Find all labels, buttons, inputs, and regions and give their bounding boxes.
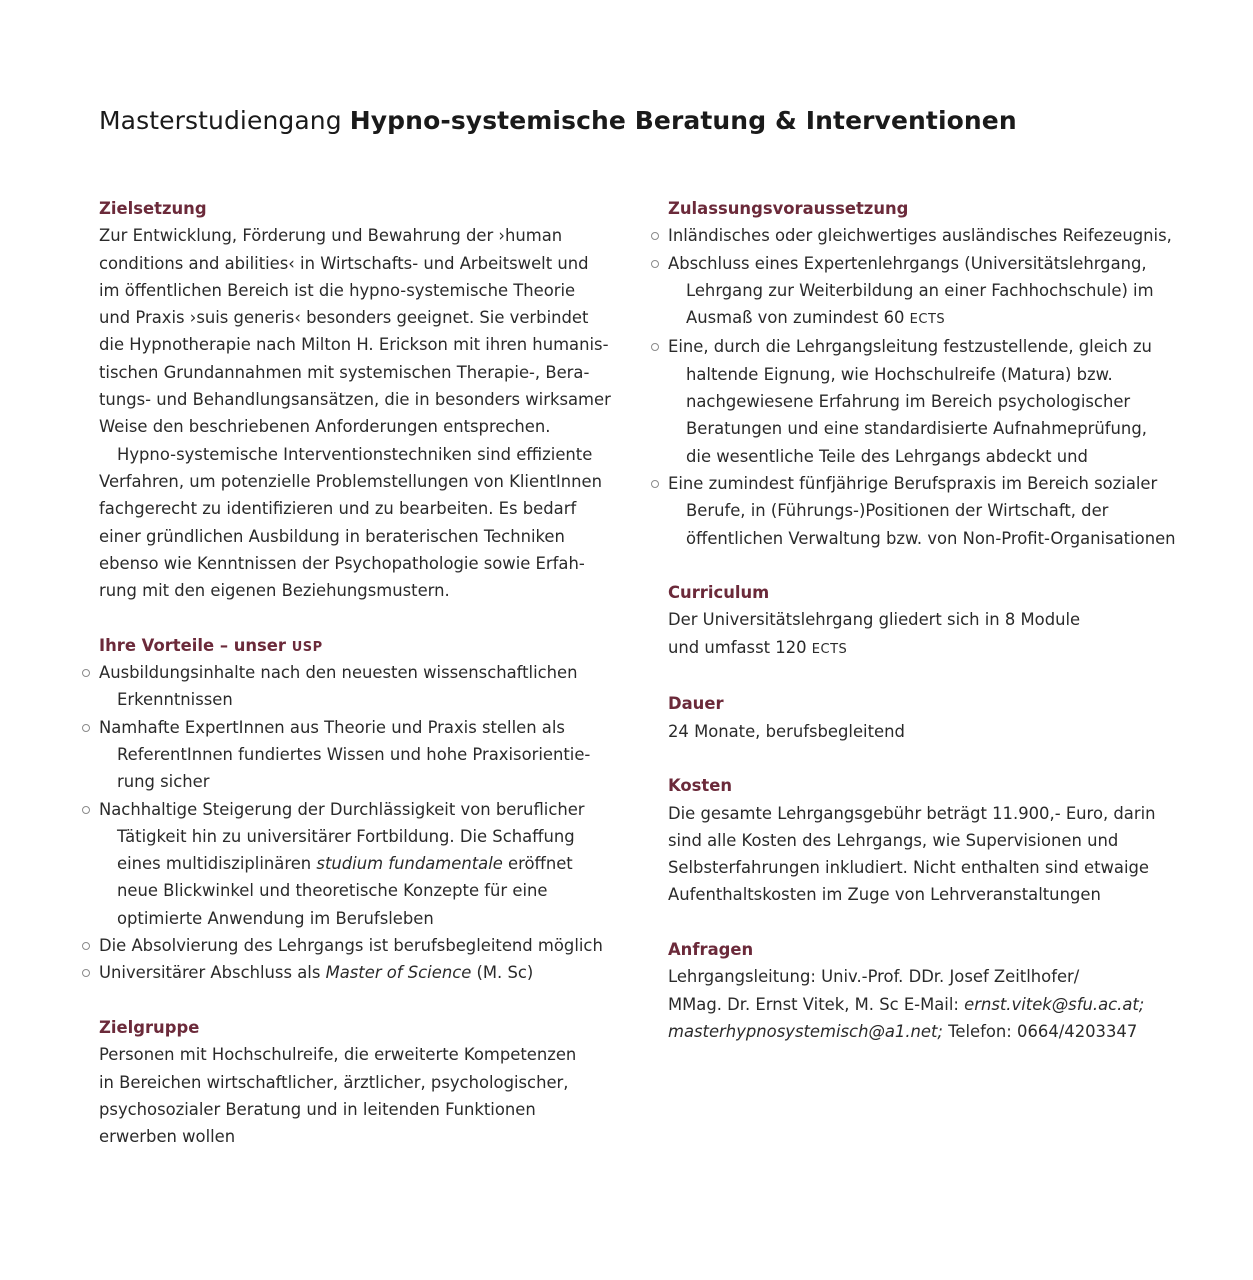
list-item (99, 659, 589, 714)
section-zielsetzung (99, 195, 611, 604)
section-curriculum (668, 579, 1188, 663)
text-line: nachgewiesene Erfahrung im Bereich psychologischer (686, 392, 1131, 412)
text-line: ReferentInnen fundiertes Wissen und hohe Praxisorientie- (117, 744, 591, 764)
heading-text: Ihre Vorteile – unser (99, 635, 292, 655)
text-line: die Hypnotherapie nach Milton H. Erickson mit ihren humanis- (99, 335, 609, 355)
text-line: Die gesamte Lehrgangsgebühr beträgt 11.900,- Euro, darin (668, 803, 1156, 823)
section-heading (99, 632, 589, 659)
text-line: fachgerecht zu identifizieren und zu bearbeiten. Es bedarf (99, 499, 577, 519)
text-line: sind alle Kosten des Lehrgangs, wie Supervisionen und (668, 830, 1119, 850)
email-link[interactable]: ernst.vitek@sfu.ac.at; (964, 994, 1145, 1014)
list-item (99, 714, 589, 796)
text-line: die wesentliche Teile des Lehrgangs abdeckt und (686, 446, 1088, 466)
text-line: Beratungen und eine standardisierte Aufnahmeprüfung, (686, 419, 1147, 439)
text-emphasis: Master of Science (325, 963, 472, 983)
text-line: Nachhaltige Steigerung der Durchlässigkeit von beruflicher (99, 799, 585, 819)
bullet-circle-icon (82, 669, 90, 677)
paragraph (99, 222, 611, 440)
section-heading: Kosten (668, 776, 733, 796)
vorteile-list (99, 659, 603, 987)
text-line: Personen mit Hochschulreife, die erweiterte Kompetenzen (99, 1045, 577, 1065)
text-segment: eines multidisziplinären (117, 854, 317, 874)
bullet-circle-icon (82, 724, 90, 732)
text-emphasis: studium fundamentale (316, 854, 503, 874)
text-line: psychosozialer Beratung und in leitenden Funktionen (99, 1099, 536, 1119)
bullet-circle-icon (82, 969, 90, 977)
text-line: im öffentlichen Bereich ist die hypno-systemische Theorie (99, 280, 576, 300)
bullet-circle-icon (651, 260, 659, 268)
text-line: Zur Entwicklung, Förderung und Bewahrung der ›human (99, 226, 563, 246)
list-item (99, 932, 603, 959)
text-line (668, 304, 1188, 333)
text-line: Die Absolvierung des Lehrgangs ist berufsbegleitend möglich (99, 936, 603, 956)
paragraph (99, 1041, 589, 1150)
email-link[interactable]: masterhypnosystemisch@a1.net; (668, 1021, 943, 1041)
bullet-circle-icon (651, 343, 659, 351)
right-column (668, 195, 1188, 1073)
text-line: Der Universitätslehrgang gliedert sich in 8 Module (668, 610, 1081, 630)
text-line: Erkenntnissen (117, 690, 233, 710)
text-line: Eine, durch die Lehrgangsleitung festzustellende, gleich zu (668, 337, 1152, 357)
heading-abbreviation: USP (291, 639, 323, 655)
section-kosten (668, 772, 1188, 908)
section-vorteile (99, 632, 603, 987)
list-item (668, 250, 1188, 334)
text-line: Verfahren, um potenzielle Problemstellungen von KlientInnen (99, 471, 602, 491)
text-line (99, 959, 589, 986)
text-line: conditions and abilities‹ in Wirtschafts- und Arbeitswelt und (99, 253, 589, 273)
section-heading: Dauer (668, 694, 724, 714)
list-item (99, 796, 589, 932)
text-line: Ausbildungsinhalte nach den neuesten wissenschaftlichen (99, 663, 578, 683)
section-heading: Zielsetzung (99, 199, 207, 218)
text-line: tischen Grundannahmen mit systemischen Therapie-, Bera- (99, 362, 590, 382)
bullet-circle-icon (651, 480, 659, 488)
text-line: Inländisches oder gleichwertiges ausländisches Reifezeugnis, (668, 226, 1172, 246)
text-line: optimierte Anwendung im Berufsleben (117, 908, 434, 928)
text-line: Lehrgangsleitung: Univ.-Prof. DDr. Josef Zeitlhofer/ (668, 967, 1080, 987)
zulassung-list (668, 222, 1188, 552)
text-line: rung mit den eigenen Beziehungsmustern. (99, 581, 450, 601)
text-line: und Praxis ›suis generis‹ besonders geeignet. Sie verbindet (99, 308, 589, 328)
text-abbreviation: ECTS (811, 641, 848, 657)
title-program-name: Hypno-systemische Beratung & Interventionen (349, 106, 1017, 135)
text-segment: eröffnet (502, 854, 573, 874)
phone-number: Telefon: 0664/4203347 (942, 1021, 1138, 1041)
text-line (668, 1018, 1188, 1045)
text-segment: Universitärer Abschluss als (99, 963, 326, 983)
section-heading: Zulassungsvoraussetzung (668, 199, 909, 218)
list-item (668, 333, 1188, 469)
section-heading: Zielgruppe (99, 1017, 200, 1037)
list-item (99, 959, 589, 986)
text-line: 24 Monate, berufsbegleitend (668, 721, 905, 741)
section-zulassungsvoraussetzung (668, 195, 1188, 552)
text-line: Abschluss eines Expertenlehrgangs (Universitätslehrgang, (668, 253, 1147, 273)
text-line (668, 991, 1188, 1018)
text-line: rung sicher (117, 772, 210, 792)
bullet-circle-icon (82, 942, 90, 950)
bullet-circle-icon (651, 232, 659, 240)
text-line (99, 850, 589, 877)
text-line: tungs- und Behandlungsansätzen, die in besonders wirksamer (99, 390, 611, 410)
paragraph (99, 441, 602, 605)
text-line: Lehrgang zur Weiterbildung an einer Fachhochschule) im (686, 280, 1154, 300)
list-item (668, 470, 1188, 552)
text-abbreviation: ECTS (909, 312, 946, 328)
text-line: in Bereichen wirtschaftlicher, ärztlicher, psychologischer, (99, 1072, 569, 1092)
text-segment: und umfasst 120 (668, 637, 812, 657)
text-line: erwerben wollen (99, 1127, 236, 1147)
text-line: neue Blickwinkel und theoretische Konzepte für eine (117, 881, 548, 901)
text-line: haltende Eignung, wie Hochschulreife (Matura) bzw. (686, 364, 1113, 384)
text-line: Weise den beschriebenen Anforderungen entsprechen. (99, 417, 551, 437)
bullet-circle-icon (82, 806, 90, 814)
text-line: Selbsterfahrungen inkludiert. Nicht enthalten sind etwaige (668, 858, 1149, 878)
section-anfragen (668, 936, 1188, 1045)
text-line: Hypno-systemische Interventionstechniken sind effiziente (117, 444, 593, 464)
text-line: einer gründlichen Ausbildung in beraterischen Techniken (99, 526, 565, 546)
list-item (668, 222, 1188, 249)
text-segment: Ausmaß von zumindest 60 (686, 308, 910, 328)
text-line: Namhafte ExpertInnen aus Theorie und Praxis stellen als (99, 717, 565, 737)
text-line (668, 634, 1188, 663)
title-prefix: Masterstudiengang (99, 106, 350, 135)
section-heading: Anfragen (668, 940, 754, 960)
section-heading: Curriculum (668, 583, 770, 603)
text-line: ebenso wie Kenntnissen der Psychopathologie sowie Erfah- (99, 553, 585, 573)
text-line: öffentlichen Verwaltung bzw. von Non-Profit-Organisationen (686, 528, 1176, 548)
text-line: Eine zumindest fünfjährige Berufspraxis im Bereich sozialer (668, 473, 1158, 493)
section-zielgruppe (99, 1014, 589, 1150)
left-column (99, 195, 611, 1178)
text-segment: MMag. Dr. Ernst Vitek, M. Sc E-Mail: (668, 994, 965, 1014)
text-line: Berufe, in (Führungs-)Positionen der Wirtschaft, der (686, 501, 1109, 521)
page-title (99, 106, 1017, 135)
text-line: Tätigkeit hin zu universitärer Fortbildung. Die Schaffung (117, 826, 575, 846)
text-segment: (M. Sc) (471, 963, 534, 983)
section-dauer (668, 690, 1188, 745)
text-line: Aufenthaltskosten im Zuge von Lehrveranstaltungen (668, 885, 1101, 905)
